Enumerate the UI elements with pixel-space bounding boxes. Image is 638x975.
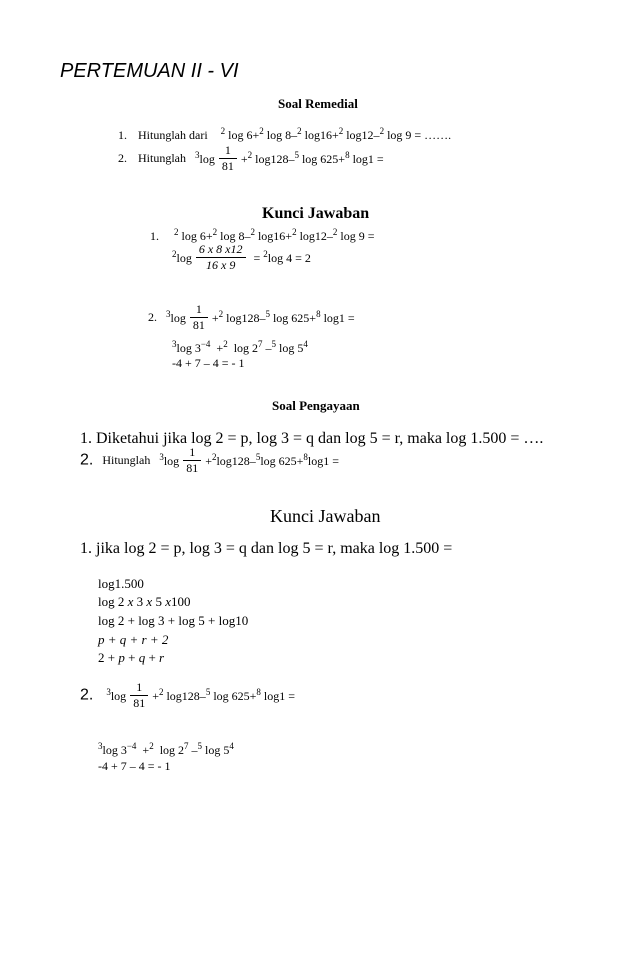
question-text: Hitunglah dari: [138, 128, 208, 142]
answer-2-line-3: -4 + 7 – 4 = - 1: [172, 356, 245, 370]
fraction-denominator: 81: [221, 159, 234, 173]
log-expression: $^3$log: [195, 150, 215, 166]
answer-step-5: 2 + p + q + r: [98, 650, 165, 665]
question-number: 2.: [118, 151, 127, 165]
fraction-numerator: 1: [183, 445, 201, 461]
answer-key-heading-2: Kunci Jawaban: [270, 506, 381, 526]
fraction: [130, 680, 148, 711]
fraction-numerator: 1: [219, 143, 237, 159]
fraction-numerator: 6 x 8 x12: [196, 242, 246, 258]
answer-key-2-line-2: $^3$log $3^{-4} +^2$ $\log 2^7$ –$^5$ $\log 5^4$: [98, 741, 234, 757]
question-text: Hitunglah: [102, 453, 151, 467]
enrichment-question-2: 2. Hitunglah $^3$log $\frac{1}{81}$ +$^2$log128–$^5$log 625+$^8$log1 =: [80, 445, 340, 475]
question-number: 2.: [80, 451, 94, 469]
fraction: [183, 445, 201, 476]
question-number: 1.: [118, 128, 127, 142]
page-title: PERTEMUAN II - VI: [60, 60, 239, 82]
answer-2: 2. $^3$log $\frac{1}{81}$ +$^2$ log128–$^5$ log 625+$^8$ log1 =: [148, 302, 355, 332]
enrichment-question-1: 1. Diketahui jika log 2 = p, log 3 = q dan log 5 = r, maka log 1.500 = ….: [80, 430, 544, 447]
fraction: [219, 143, 237, 174]
remedial-question-1: [118, 126, 451, 143]
fraction-denominator: 81: [192, 318, 205, 332]
fraction: [196, 242, 246, 273]
answer-key-2-item-1: 1. jika log 2 = p, log 3 = q dan log 5 = r, maka log 1.500 =: [80, 540, 453, 557]
fraction: [190, 302, 208, 333]
answer-1-step: $^2$log $\frac{6 x 8 x12}{16 x 9}$ = $^2$log 4 = 2: [172, 242, 311, 272]
fraction-denominator: 81: [186, 461, 199, 475]
enrichment-heading: Soal Pengayaan: [272, 398, 360, 413]
remedial-question-2: 2. Hitunglah $^3$log $\frac{1}{81}$ +$^2$ log128–$^5$ log 625+$^8$ log1 =: [118, 143, 384, 173]
log-expression: $^2$ log 6+$^2$ log 8–$^2$ log16+$^2$ log12–$^2$ log 9 = …….: [220, 126, 452, 142]
answer-key-2-line-3: -4 + 7 – 4 = - 1: [98, 759, 171, 773]
question-text: Hitunglah: [138, 151, 186, 165]
fraction-numerator: 1: [190, 302, 208, 318]
answer-number: 1.: [150, 229, 159, 243]
fraction-denominator: 81: [133, 696, 146, 710]
answer-number: 2.: [80, 686, 94, 704]
answer-number: 2.: [148, 310, 157, 324]
remedial-heading: Soal Remedial: [278, 96, 358, 111]
answer-step-4: p + q + r + 2: [98, 632, 169, 647]
answer-key-heading: Kunci Jawaban: [262, 205, 370, 222]
answer-step-3: log 2 + log 3 + log 5 + log10: [98, 613, 249, 628]
fraction-numerator: 1: [130, 680, 148, 696]
log-expression: $^2$ log 6+$^2$ log 8–$^2$ log16+$^2$ log12–$^2$ log 9 =: [174, 227, 375, 243]
answer-step-1: log1.500: [98, 576, 144, 591]
fraction-denominator: 16 x 9: [206, 258, 236, 272]
answer-key-2-item-2: 2. $^3$log $\frac{1}{81}$ +$^2$ log128–$^5$ log 625+$^8$ log1 =: [80, 680, 296, 710]
answer-step-2: log 2 x 3 x 5 x100: [98, 594, 191, 609]
answer-2-line-2: $^3$log $3^{-4} +^2$ $\log 2^7$ –$^5$ $\log 5^4$: [172, 339, 308, 355]
